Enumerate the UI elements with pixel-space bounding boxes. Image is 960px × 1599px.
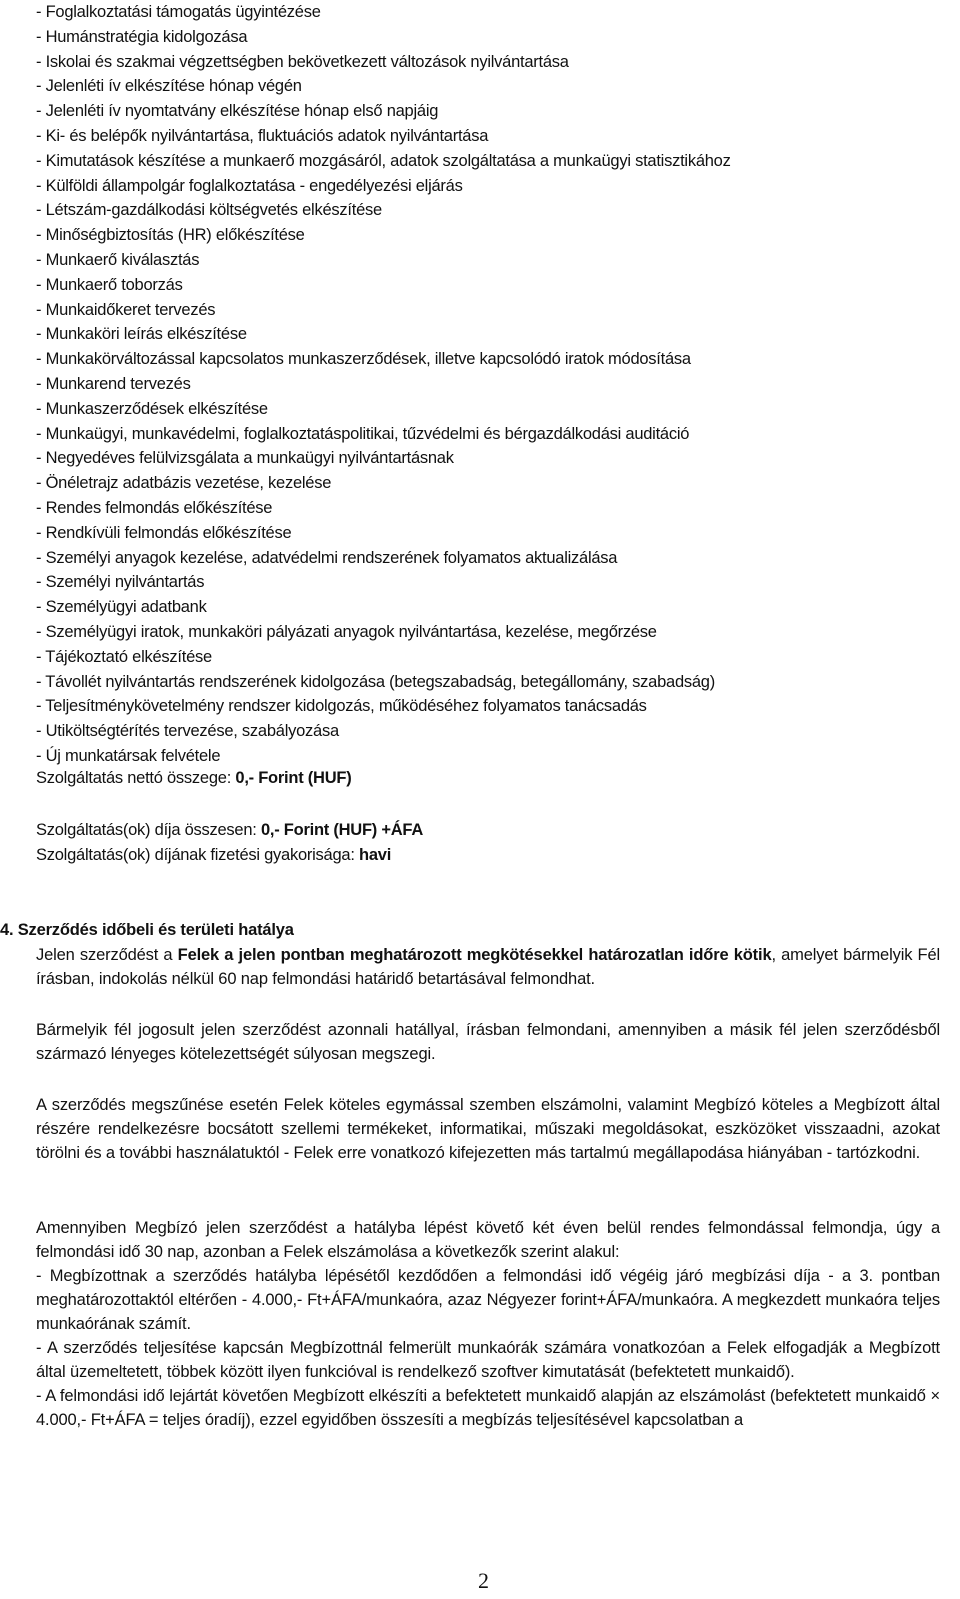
total-fee-label: Szolgáltatás(ok) díja összesen: — [36, 821, 261, 839]
list-item: - Munkakörváltozással kapcsolatos munkaszerződések, illetve kapcsolódó iratok módosítása — [36, 350, 691, 369]
section-paragraph-1 — [36, 943, 940, 991]
list-item: - Ki- és belépők nyilvántartása, fluktuációs adatok nyilvántartása — [36, 126, 489, 145]
p4-item-3: - A felmondási idő lejártát követően Megbízott elkészíti a befektetett munkaidő alapján az elszámolást (befektetett munkaidő × 4.000,- Ft+ÁFA = teljes óradíj), ezzel egyidőben összesíti a megbízás teljesítésével kapcsolatban a — [36, 1387, 940, 1429]
list-item: - Munkaszerződések elkészítése — [36, 399, 268, 418]
p3-text: A szerződés megszűnése esetén Felek köteles egymással szemben elszámolni, valamint Megbízó köteles a Megbízott által részére rendelkezésre bocsátott szellemi termékeket, informatikai, műszaki megoldásokat, eszközöket visszaadni, azokat törölni és a további használatuktól - Felek erre vonatkozó kifejezetten más tartalmú megállapodása hiányában - tartózkodni. — [36, 1096, 940, 1162]
list-item: - Új munkatársak felvétele — [36, 746, 221, 765]
payment-frequency-value: havi — [359, 845, 392, 864]
list-item: - Személyi nyilvántartás — [36, 573, 205, 592]
list-item: - Munkaköri leírás elkészítése — [36, 325, 247, 344]
service-summary — [36, 766, 940, 791]
page-number: 2 — [478, 1568, 489, 1593]
list-item: - Iskolai és szakmai végzettségben bekövetkezett változások nyilvántartása — [36, 52, 569, 71]
total-fee-value: 0,- Forint (HUF) +ÁFA — [260, 821, 423, 839]
list-item: - Munkaügyi, munkavédelmi, foglalkoztatáspolitikai, tűzvédelmi és bérgazdálkodási auditáció — [36, 424, 690, 443]
list-item: - Rendes felmondás előkészítése — [36, 498, 273, 517]
p1-text-a: Jelen szerződést a — [36, 946, 178, 964]
list-item: - Teljesítménykövetelmény rendszer kidolgozás, működéséhez folyamatos tanácsadás — [36, 697, 647, 716]
p2-text: Bármelyik fél jogosult jelen szerződést azonnali hatállyal, írásban felmondani, amennyiben a másik fél jelen szerződésből származó lényeges kötelezettségét súlyosan megszegi. — [36, 1021, 940, 1063]
net-amount-line — [36, 766, 940, 791]
list-item: - Minőségbiztosítás (HR) előkészítése — [36, 226, 305, 245]
p1-text-bold: Felek a jelen pontban meghatározott megkötésekkel határozatlan időre kötik — [177, 946, 772, 964]
list-item: - Létszám-gazdálkodási költségvetés elkészítése — [36, 201, 382, 220]
section-paragraph-3 — [36, 1093, 940, 1165]
p4-item-2: - A szerződés teljesítése kapcsán Megbízottnál felmerült munkaórák számára vonatkozóan a Felek elfogadják a Megbízott által üzemeltetett, többek között ilyen funkcióval is rendelkező szoftver kimutatását (befektetett munkaidő). — [36, 1339, 940, 1381]
total-fee-line — [36, 818, 940, 843]
net-amount-label: Szolgáltatás nettó összege: — [36, 769, 236, 787]
fee-summary — [36, 818, 940, 868]
list-item: - Önéletrajz adatbázis vezetése, kezelése — [36, 474, 332, 493]
list-item: - Utiköltségtérítés tervezése, szabályozása — [36, 722, 339, 741]
list-item: - Munkarend tervezés — [36, 374, 191, 393]
p4-intro: Amennyiben Megbízó jelen szerződést a hatályba lépést követő két éven belül rendes felmondással felmondja, úgy a felmondási idő 30 nap, azonban a Felek elszámolása a következők szerint alakul: — [36, 1219, 940, 1261]
list-item: - Személyi anyagok kezelése, adatvédelmi rendszerének folyamatos aktualizálása — [36, 548, 618, 567]
list-item: - Munkaidőkeret tervezés — [36, 300, 216, 319]
section-paragraph-4 — [36, 1216, 940, 1432]
list-item: - Munkaerő kiválasztás — [36, 250, 200, 269]
payment-frequency-label: Szolgáltatás(ok) díjának fizetési gyakorisága: — [36, 845, 360, 864]
list-item: - Külföldi állampolgár foglalkoztatása - engedélyezési eljárás — [36, 176, 463, 195]
list-item: - Tájékoztató elkészítése — [36, 647, 212, 666]
section-heading: 4. Szerződés időbeli és területi hatálya — [0, 921, 294, 939]
list-item: - Munkaerő toborzás — [36, 275, 183, 294]
section-paragraph-2 — [36, 1018, 940, 1066]
net-amount-value: 0,- Forint (HUF) — [235, 769, 352, 787]
list-item: - Rendkívüli felmondás előkészítése — [36, 523, 292, 542]
p1-text-c: , amelyet bármelyik Fél írásban, indokolás nélkül 60 nap felmondási határidő betartásával felmondhat. — [36, 946, 940, 988]
list-item: - Személyügyi adatbank — [36, 598, 207, 617]
list-item: - Negyedéves felülvizsgálata a munkaügyi nyilvántartásnak — [36, 449, 454, 468]
p4-item-1: - Megbízottnak a szerződés hatályba lépésétől kezdődően a felmondási idő végéig járó megbízási díja - a 3. pontban meghatározottaktól eltérően - 4.000,- Ft+ÁFA/munkaóra, azaz Négyezer forint+ÁFA/munkaóra. A megkezdett munkaóra teljes munkaórának számít. — [36, 1267, 940, 1333]
list-item: - Humánstratégia kidolgozása — [36, 27, 248, 46]
list-item: - Személyügyi iratok, munkaköri pályázati anyagok nyilvántartása, kezelése, megőrzése — [36, 622, 657, 641]
list-item: - Jelenléti ív nyomtatvány elkészítése hónap első napjáig — [36, 102, 439, 121]
list-item: - Foglalkoztatási támogatás ügyintézése — [36, 3, 321, 21]
list-item: - Kimutatások készítése a munkaerő mozgásáról, adatok szolgáltatása a munkaügyi statisztikához — [36, 151, 731, 170]
list-item: - Távollét nyilvántartás rendszerének kidolgozása (betegszabadság, betegállomány, szabadság) — [36, 672, 715, 691]
list-item: - Jelenléti ív elkészítése hónap végén — [36, 77, 302, 96]
service-list — [36, 0, 940, 769]
payment-frequency-line — [36, 843, 940, 868]
